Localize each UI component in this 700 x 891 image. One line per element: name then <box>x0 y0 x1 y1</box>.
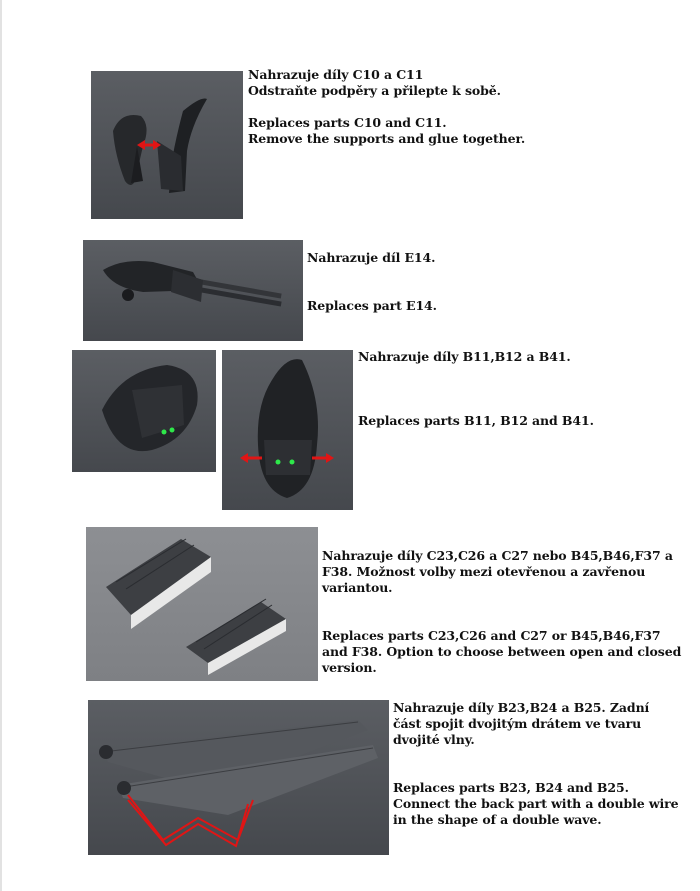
section-1-text <box>248 67 525 147</box>
section-5-english: Replaces parts B23, B24 and B25. Connect the back part with a double wire in the shape of a double wave. <box>393 780 679 827</box>
render-image-b23-b24-b25 <box>88 700 389 855</box>
section-3-text <box>358 349 594 429</box>
render-image-c10-c11 <box>91 71 243 219</box>
section-2-english: Replaces part E14. <box>307 298 437 313</box>
page-edge <box>0 0 2 891</box>
section-5-czech: Nahrazuje díly B23,B24 a B25. Zadní část spojit dvojitým drátem ve tvaru dvojité vlny. <box>393 700 650 747</box>
section-1-english: Replaces parts C10 and C11. Remove the supports and glue together. <box>248 115 526 146</box>
section-4-text <box>322 548 681 676</box>
section-5-text <box>393 700 679 828</box>
section-4-english: Replaces parts C23,C26 and C27 or B45,B46,F37 and F38. Option to choose between open and closed version. <box>322 628 682 675</box>
section-2-czech: Nahrazuje díl E14. <box>307 250 436 265</box>
render-image-c23-c26-c27 <box>86 527 318 681</box>
section-3-czech: Nahrazuje díly B11,B12 a B41. <box>358 349 571 364</box>
section-1-czech: Nahrazuje díly C10 a C11 Odstraňte podpěry a přilepte k sobě. <box>248 67 501 98</box>
section-3-english: Replaces parts B11, B12 and B41. <box>358 413 594 428</box>
render-image-e14 <box>83 240 303 341</box>
section-4-czech: Nahrazuje díly C23,C26 a C27 nebo B45,B46,F37 a F38. Možnost volby mezi otevřenou a zavřenou variantou. <box>322 548 673 595</box>
section-2-text <box>307 250 437 314</box>
render-image-b11-right <box>222 350 353 510</box>
render-image-b11-left <box>72 350 216 472</box>
